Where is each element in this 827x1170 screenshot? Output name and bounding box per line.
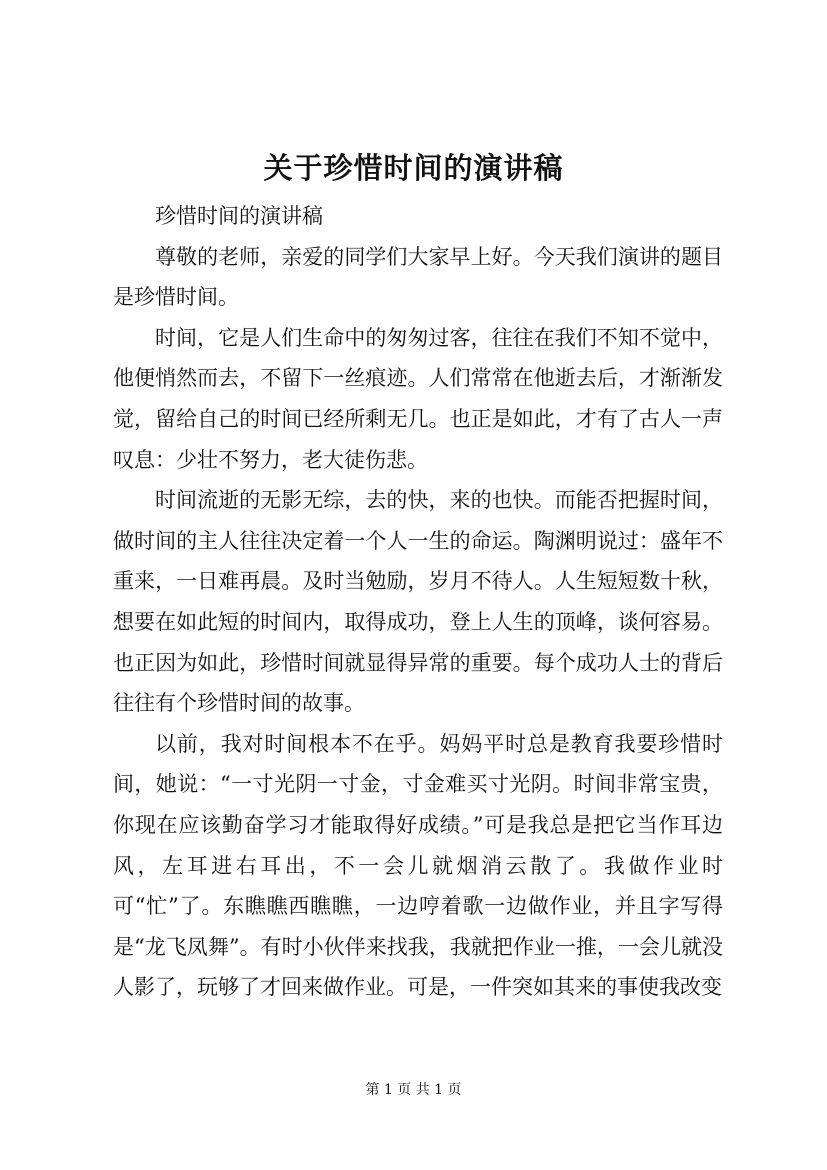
document-body bbox=[113, 196, 723, 1008]
paragraph-time-passing: 时间，它是人们生命中的匆匆过客，往往在我们不知不觉中，他便悄然而去，不留下一丝痕迹。人们常常在他逝去后，才渐渐发觉，留给自己的时间已经所剩无几。也正是如此，才有了古人一声叹息：少壮不努力，老大徒伤悲。 bbox=[113, 325, 723, 472]
page-footer: 第 1 页 共 1 页 bbox=[365, 1082, 462, 1098]
document-title: 关于珍惜时间的演讲稿 bbox=[263, 151, 564, 185]
paragraph-time-importance: 时间流逝的无影无综，去的快，来的也快。而能否把握时间，做时间的主人往往决定着一个人一生的命运。陶渊明说过：盛年不重来，一日难再晨。及时当勉励，岁月不待人。人生短短数十秋，想要在如此短的时间内，取得成功，登上人生的顶峰，谈何容易。也正因为如此，珍惜时间就显得异常的重要。每个成功人士的背后往往有个珍惜时间的故事。 bbox=[113, 488, 723, 716]
paragraph-subtitle: 珍惜时间的演讲稿 bbox=[155, 204, 323, 228]
paragraph-greeting: 尊敬的老师，亲爱的同学们大家早上好。今天我们演讲的题目是珍惜时间。 bbox=[113, 244, 723, 310]
paragraph-personal-story: 以前，我对时间根本不在乎。妈妈平时总是教育我要珍惜时间，她说：“一寸光阴一寸金，寸金难买寸光阴。时间非常宝贵，你现在应该勤奋学习才能取得好成绩。”可是我总是把它当作耳边风，左耳进右耳出，不一会儿就烟消云散了。我做作业时可“忙”了。东瞧瞧西瞧瞧，一边哼着歌一边做作业，并且字写得是“龙飞凤舞”。有时小伙伴来找我，我就把作业一推，一会儿就没人影了，玩够了才回来做作业。可是，一件突如其来的事使我改变 bbox=[113, 731, 723, 1000]
